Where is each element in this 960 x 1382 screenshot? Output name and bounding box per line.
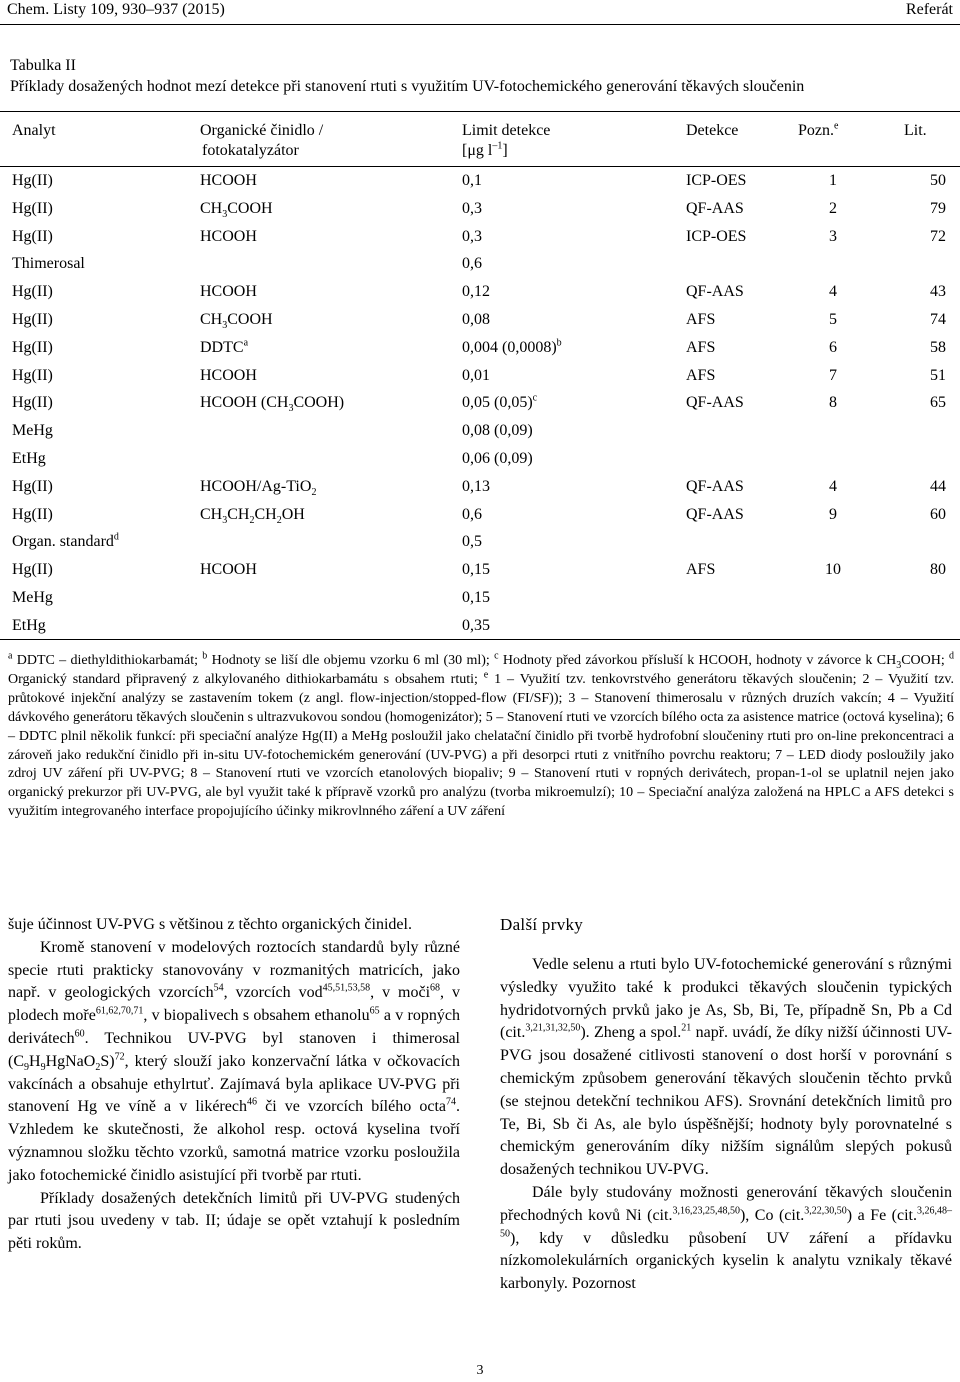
table-row <box>0 278 960 306</box>
cell-limit: 0,08 <box>462 310 490 328</box>
cell-note: 3 <box>829 227 837 245</box>
cell-detection: AFS <box>686 338 716 356</box>
cell-note: 2 <box>829 199 837 217</box>
cell-analyte: MeHg <box>12 588 53 606</box>
cell-note: 8 <box>829 394 837 412</box>
cell-reagent: DDTC$^a$ <box>200 337 249 356</box>
cell-detection: AFS <box>686 366 716 384</box>
cell-lit: 72 <box>930 227 946 245</box>
cell-analyte: Hg(II) <box>12 366 53 384</box>
cell-analyte: Hg(II) <box>12 172 53 189</box>
table-row <box>0 362 960 390</box>
cell-analyte: Hg(II) <box>12 394 53 412</box>
page-number: 3 <box>476 1363 484 1378</box>
table-caption-title: Tabulka II <box>10 57 76 74</box>
cell-detection: AFS <box>686 310 716 328</box>
cell-note: 9 <box>829 505 837 523</box>
cell-analyte: EtHg <box>12 449 46 467</box>
table-row <box>0 195 960 223</box>
table-row <box>0 250 960 278</box>
table-row <box>0 223 960 251</box>
section-heading: Další prvky <box>500 915 584 934</box>
cell-limit: 0,01 <box>462 366 490 384</box>
table-header-row <box>0 112 960 166</box>
table-body <box>0 167 960 640</box>
col-header-reagent: Organické činidlo / fotokatalyzátor <box>200 122 324 159</box>
cell-detection: QF-AAS <box>686 283 744 301</box>
table-row <box>0 473 960 501</box>
cell-detection: ICP-OES <box>686 227 747 245</box>
table-row <box>0 417 960 445</box>
cell-limit: 0,1 <box>462 172 482 189</box>
cell-detection: QF-AAS <box>686 199 744 217</box>
cell-limit: 0,5 <box>462 533 482 551</box>
table-row <box>0 389 960 417</box>
cell-lit: 58 <box>930 338 946 356</box>
table-row <box>0 612 960 640</box>
col-header-detection: Detekce <box>686 122 739 139</box>
cell-note: 1 <box>829 172 837 189</box>
cell-analyte: EtHg <box>12 616 46 634</box>
col-header-note: Pozn.$^e$ <box>798 120 839 139</box>
cell-reagent: HCOOH $(CH_3COOH)$ <box>200 394 345 415</box>
body-column-left <box>8 914 460 1256</box>
cell-limit: 0,3 <box>462 199 482 217</box>
cell-analyte: Hg(II) <box>12 505 53 523</box>
col-header-limit: Limit detekce [μg $l^{-1}$] <box>462 122 551 159</box>
cell-limit: 0,08 (0,09) <box>462 422 533 440</box>
cell-detection: QF-AAS <box>686 394 744 412</box>
section-label: Referát <box>905 1 953 18</box>
table-bottom-rule <box>0 639 960 640</box>
cell-lit: 60 <box>930 505 946 523</box>
running-header <box>7 0 953 24</box>
cell-analyte: Hg(II) <box>12 477 53 495</box>
cell-lit: 79 <box>930 199 946 217</box>
cell-analyte: Thimerosal <box>12 255 85 273</box>
cell-limit: 0,15 <box>462 588 490 606</box>
cell-detection: QF-AAS <box>686 505 744 523</box>
cell-reagent: HCOOH <box>200 561 257 579</box>
cell-detection: AFS <box>686 561 716 579</box>
cell-note: 6 <box>829 338 837 356</box>
cell-note: 5 <box>829 310 837 328</box>
cell-lit: 51 <box>930 366 946 384</box>
cell-lit: 80 <box>930 561 946 579</box>
cell-reagent: $CH_3COOH$ <box>200 310 273 332</box>
cell-lit: 50 <box>930 172 946 189</box>
cell-reagent: HCOOH <box>200 283 257 301</box>
cell-analyte: Hg(II) <box>12 561 53 579</box>
cell-reagent: HCOOH <box>200 366 257 384</box>
cell-analyte: Hg(II) <box>12 338 53 356</box>
cell-limit: 0,12 <box>462 283 490 301</box>
table-row <box>0 501 960 529</box>
cell-limit: 0,35 <box>462 616 490 634</box>
detection-limits-table <box>0 112 960 640</box>
cell-lit: 44 <box>930 477 946 495</box>
cell-limit: 0,13 <box>462 477 490 495</box>
paragraph: Kromě stanovení v modelových roztocích standardů byly různé specie rtuti prakticky stanovovány v rozmanitých matricích, jako např. v geologických vzorcích$^{54}$, vzorcích vod$^{45,51,53,58}$, v moči$^{68}$, v plodech moře$^{61,62,70,71}$, v biopalivech s obsahem ethanolu$^{65}$ a v ropných derivátech$^{60}$. Technikou UV-PVG byl stanoven i thimerosal $(C_9H_9HgNaO_2S)^{72}$, který slouží jako konzervační látka v očkovacích vakcínách a obsahuje ethylrtuť. Zajímavá byla aplikace UV-PVG při stanovení Hg ve víně a v likérech$^{46}$ či ve vzorcích bílého octa$^{74}$. Vzhledem ke skutečnosti, že alkohol resp. octová kyselina tvoří významnou složku těchto vzorků, samotná matrice vzorku posloužila jako fotochemické činidlo asistující při tvorbě par rtuti. <box>8 938 461 1184</box>
col-header-lit: Lit. <box>904 122 927 139</box>
cell-analyte: Hg(II) <box>12 199 53 217</box>
cell-limit: 0,05 $(0,05)^c$ <box>462 393 538 412</box>
header-rule <box>0 24 960 25</box>
table-row <box>0 334 960 362</box>
cell-limit: 0,6 <box>462 505 482 523</box>
cell-lit: 65 <box>930 394 946 412</box>
table-row <box>0 528 960 556</box>
cell-analyte: Hg(II) <box>12 227 53 245</box>
body-column-right <box>500 914 952 1296</box>
cell-limit: 0,004 $(0,0008)^b$ <box>462 337 562 356</box>
table-row <box>0 167 960 195</box>
cell-detection: ICP-OES <box>686 172 747 189</box>
cell-analyte: Organ. standard$^d$ <box>12 532 119 551</box>
table-row <box>0 445 960 473</box>
cell-reagent: HCOOH <box>200 172 257 189</box>
cell-analyte: MeHg <box>12 422 53 440</box>
cell-limit: 0,3 <box>462 227 482 245</box>
paragraph: Dále byly studovány možnosti generování těkavých sloučenin přechodných kovů Ni (cit.$^{3,16,23,25,48,50}$), Co (cit.$^{3,22,30,50}$) a Fe (cit.$^{3,26,48-50}$), kdy v důsledku působení UV záření a přídavku nízkomolekulárních organických kyselin k analytu vznikaly těkavé karbonyly. Pozornost <box>500 1183 953 1293</box>
col-header-analyte: Analyt <box>12 122 56 139</box>
cell-limit: 0,15 <box>462 561 490 579</box>
cell-limit: 0,06 (0,09) <box>462 449 533 467</box>
cell-note: 4 <box>829 477 837 495</box>
table-caption <box>10 55 804 97</box>
table-row <box>0 306 960 334</box>
table-caption-text: Příklady dosažených hodnot mezí detekce při stanovení rtuti s využitím UV-fotochemického generování těkavých sloučenin <box>10 78 805 95</box>
cell-reagent: $CH_3CH_2CH_2OH$ <box>200 505 305 526</box>
cell-analyte: Hg(II) <box>12 283 53 301</box>
cell-reagent: HCOOH/Ag-TiO$_2$ <box>200 477 317 498</box>
paragraph: Vedle selenu a rtuti bylo UV-fotochemické generování s různými výsledky využito také k produkci těkavých sloučenin typických hydridotvorných prvků jako je As, Sb, Bi, Te, případně Sn, Pb a Cd (cit.$^{3,21,31,32,50}$). Zheng a spol.$^{21}$ např. uvádí, že díky nižší účinnosti UV-PVG jsou dosažené citlivosti stanovení o dost horší v porovnání s chemickým způsobem generování těkavých sloučenin těchto prvků (se stejnou detekční technikou AFS). Srovnání detekčních limitů pro Te, Bi, Sb či As, ale bylo úspěšnější; hodnoty byly porovnatelné s chemickým generováním díky nižším signálům slepých pokusů dosažených technikou UV-PVG. <box>500 956 952 1179</box>
table-row <box>0 584 960 612</box>
cell-reagent: $CH_3COOH$ <box>200 199 273 220</box>
paragraph: Příklady dosažených detekčních limitů při UV-PVG studených par rtuti jsou uvedeny v tab. II; údaje se opět vztahují k posledním pěti rokům. <box>8 1189 460 1253</box>
cell-reagent: HCOOH <box>200 227 257 245</box>
cell-lit: 43 <box>930 283 946 301</box>
cell-note: 7 <box>829 366 837 384</box>
cell-detection: QF-AAS <box>686 477 744 495</box>
cell-lit: 74 <box>930 310 946 328</box>
table-row <box>0 556 960 584</box>
cell-analyte: Hg(II) <box>12 310 53 328</box>
table-footnote: $^a$ DDTC – diethyldithiokarbamát; $^b$ Hodnoty se liší dle objemu vzorku 6 ml (30 ml); $^c$ Hodnoty před závorkou přísluší k HCOOH, hodnoty v závorce k $CH_3COOH$; $^d$ Organický standard připravený z alkylovaného dithiokarbamátu s obsahem rtuti; $^e$ 1 – Využití tzv. tenkovrstvého generátoru těkavých sloučenin; 2 – Využití tzv. průtokové injekční analýzy se zastavením tokem (z angl. flow-injection/stopped-flow (FI/SF)); 3 – Stanovení thimerosalu v různých druzích vakcín; 4 – Využití dávkového generátoru těkavých sloučenin s ultrazvukovou sondou (homogenizátor); 5 – Stanovení rtuti ve vzorcích bílého octa za asistence matrice (octová kyselina); 6 – DDTC plnil několik funkcí: při speciační analýze Hg(II) a MeHg posloužil jako chelatační činidlo při tvorbě hydrofobní sloučeniny rtuti pro on-line prekoncentraci a zároveň jako redukční činidlo při in-situ UV-fotochemickém generování (UV-PVG) a při desorpci rtuti z vnitřního povrchu reaktoru; 7 – LED diody posloužily jako zdroj UV záření při UV-PVG; 8 – Stanovení rtuti ve vzorcích etanolových biopaliv; 9 – Stanovení rtuti v ropných derivátech, propan-1-ol se uplatnil nejen jako organický prekurzor při UV-PVG, ale byl využit také k přípravě vzorků pro analýzu (tvorba mikroemulzí); 10 – Speciační analýza založená na HPLC a AFS detekci s využitím integrovaného interface propojujícího účinky mikrovlnného záření a UV záření <box>8 650 955 820</box>
cell-note: 4 <box>829 283 837 301</box>
cell-note: 10 <box>825 561 841 579</box>
paragraph: šuje účinnost UV-PVG s většinou z těchto organických činidel. <box>8 916 412 933</box>
journal-citation: Chem. Listy 109, 930–937 (2015) <box>7 1 225 18</box>
cell-limit: 0,6 <box>462 255 482 273</box>
